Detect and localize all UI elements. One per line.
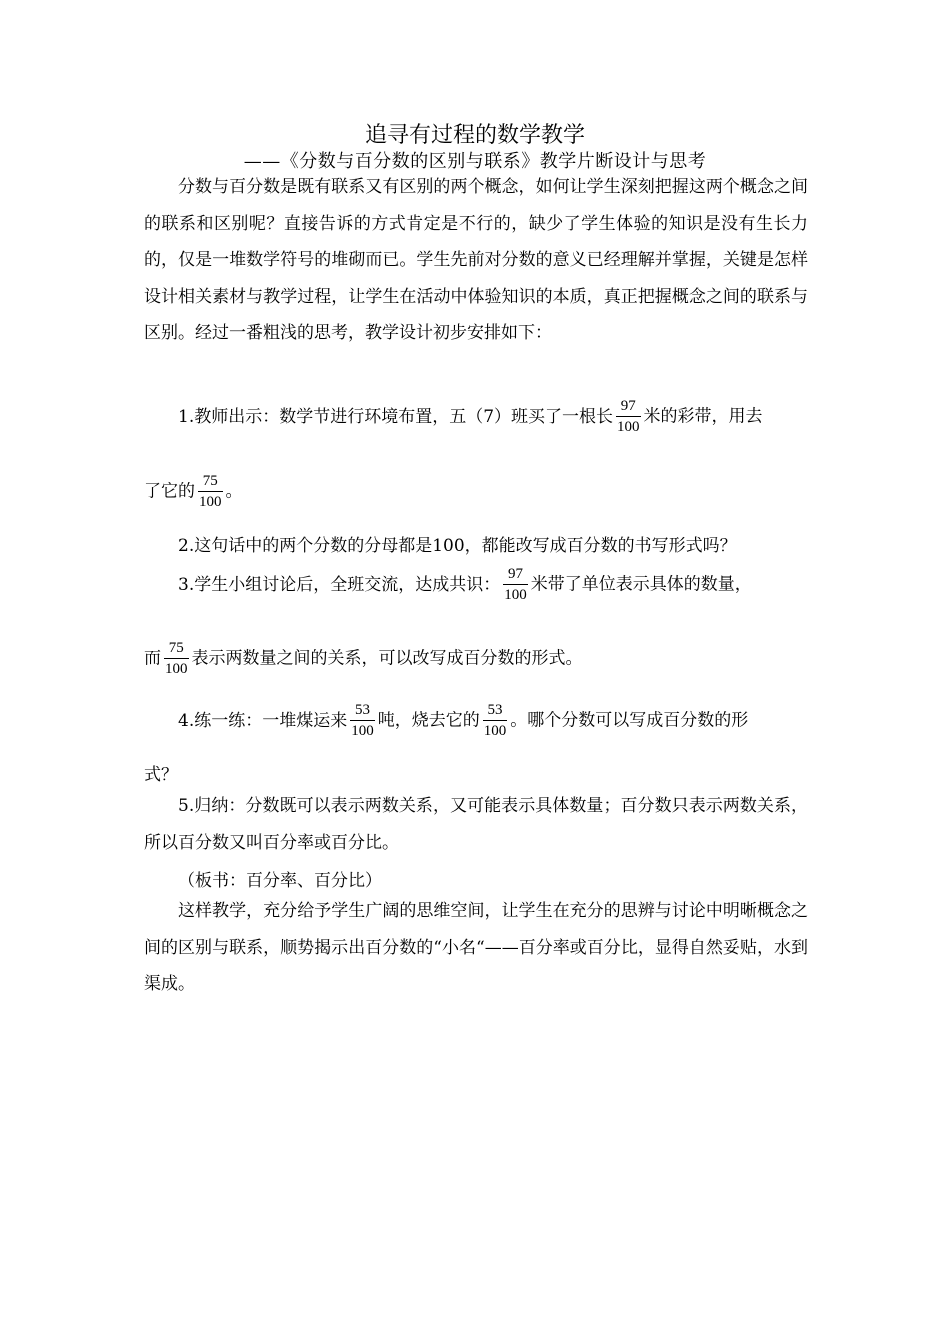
fraction-75-100: [198, 473, 223, 511]
fraction-numerator: 75: [168, 640, 184, 656]
fraction-denominator: 100: [164, 658, 189, 678]
fraction-denominator: 100: [350, 720, 375, 740]
step1-text-d: 。: [225, 481, 243, 502]
fraction-numerator: 53: [354, 702, 370, 718]
board-text: （板书：百分率、百分比）: [178, 871, 382, 891]
step4-text-a: 4.练一练：一堆煤运来: [178, 710, 348, 731]
fraction-53-100: [483, 702, 508, 740]
step3-line1: [144, 566, 808, 604]
step1-text-b: 米的彩带，用去: [643, 406, 763, 427]
step3-text-d: 表示两数量之间的关系，可以改写成百分数的形式。: [191, 648, 583, 669]
step4-line1: [144, 702, 808, 740]
step4-line2: [144, 760, 808, 785]
fraction-denominator: 100: [483, 720, 508, 740]
fraction-97-100: [616, 398, 641, 436]
intro-paragraph: 分数与百分数是既有联系又有区别的两个概念，如何让学生深刻把握这两个概念之间的联系和区别呢？直接告诉的方式肯定是不行的，缺少了学生体验的知识是没有生长力的，仅是一堆数学符号的堆砌而已。学生先前对分数的意义已经理解并掌握，关键是怎样设计相关素材与教学过程，让学生在活动中体验知识的本质，真正把握概念之间的联系与区别。经过一番粗浅的思考，教学设计初步安排如下：: [144, 177, 808, 343]
step1-text-a: 1.教师出示：数学节进行环境布置，五（7）班买了一根长: [178, 406, 614, 427]
fraction-numerator: 97: [507, 566, 523, 582]
step5-block: [144, 788, 808, 861]
fraction-denominator: 100: [616, 416, 641, 436]
step1-line2: [144, 473, 808, 511]
step4-text-b: 吨，烧去它的: [377, 710, 480, 731]
fraction-denominator: 100: [503, 584, 528, 604]
step1-line1: [144, 398, 808, 436]
intro-paragraph-block: [144, 169, 808, 352]
board-line: [144, 866, 808, 891]
fraction-97-100: [503, 566, 528, 604]
step4-text-d: 式？: [144, 765, 178, 785]
fraction-75-100: [164, 640, 189, 678]
fraction-53-100: [350, 702, 375, 740]
step3-line2: [144, 640, 808, 678]
fraction-numerator: 97: [620, 398, 636, 414]
step3-text-c: 而: [144, 648, 161, 669]
document-subtitle: ——《分数与百分数的区别与联系》教学片断设计与思考: [243, 151, 707, 172]
step5-paragraph: 5.归纳：分数既可以表示两数关系，又可能表示具体数量；百分数只表示两数关系，所以百分数又叫百分率或百分比。: [144, 796, 808, 853]
step4-text-c: 。哪个分数可以写成百分数的形: [510, 710, 749, 731]
document-title: 追寻有过程的数学教学: [364, 123, 585, 148]
conclusion-paragraph: 这样教学，充分给予学生广阔的思维空间，让学生在充分的思辨与讨论中明晰概念之间的区别与联系，顺势揭示出百分数的“小名“——百分率或百分比，显得自然妥贴，水到渠成。: [144, 901, 808, 994]
step1-text-c: 了它的: [144, 481, 195, 502]
fraction-denominator: 100: [198, 491, 223, 511]
step3-text-a: 3.学生小组讨论后，全班交流，达成共识：: [178, 574, 501, 595]
step2-line: [144, 531, 808, 556]
fraction-numerator: 53: [487, 702, 503, 718]
conclusion-block: [144, 893, 808, 1003]
fraction-numerator: 75: [202, 473, 218, 489]
step2-text: 2.这句话中的两个分数的分母都是100，都能改写成百分数的书写形式吗？: [178, 536, 737, 556]
step3-text-b: 米带了单位表示具体的数量，: [530, 574, 752, 595]
